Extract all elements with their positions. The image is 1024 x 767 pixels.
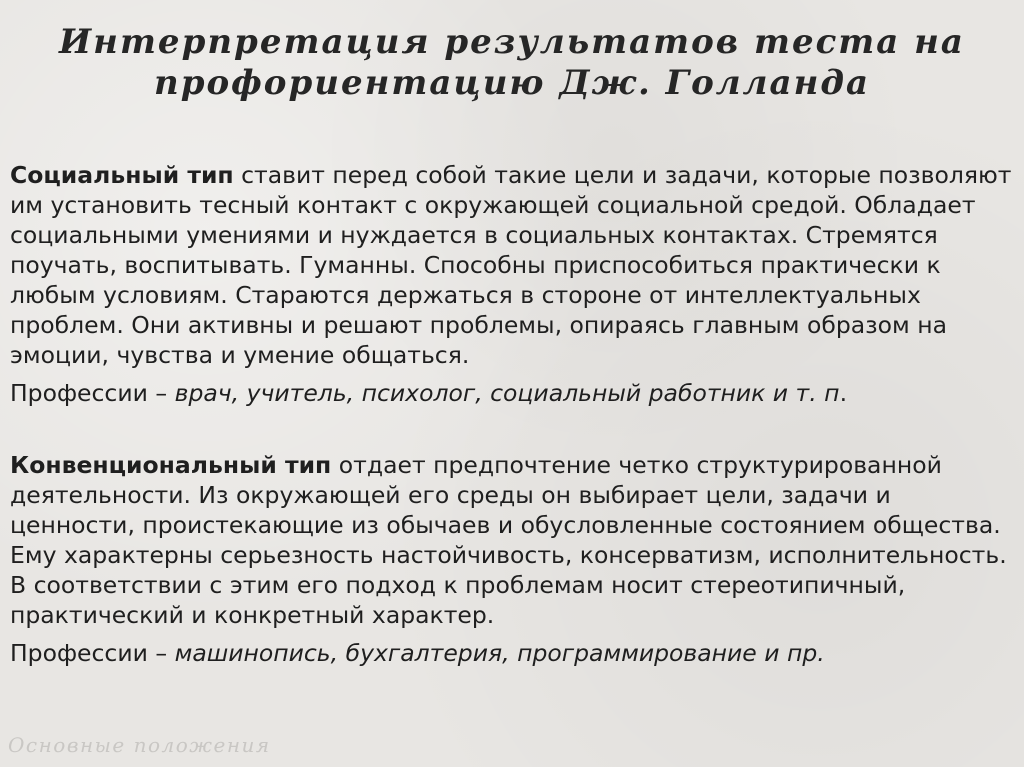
professions-list: врач, учитель, психолог, социальный работник и т. п (174, 379, 840, 407)
section-description (10, 450, 1014, 630)
professions-label: Профессии – (10, 379, 175, 407)
section-conventional-type (10, 450, 1014, 668)
professions-label: Профессии – (10, 639, 175, 667)
slide-title-line-2: профориентацию Дж. Голланда (153, 63, 871, 103)
section-description-text: отдает предпочтение четко структурированной деятельности. Из окружающей его среды он выбирает цели, задачи и ценности, проистекающие из обычаев и обусловленные состоянием общества. Ему характерны серьезность настойчивость, консерватизм, исполнительность. В соответствии с этим его подход к проблемам носит стереотипичный, практический и конкретный характер. (10, 451, 1007, 629)
slide-footer: Основные положения (8, 733, 271, 757)
section-professions (10, 638, 1014, 668)
section-term: Конвенциональный тип (10, 451, 332, 479)
slide-title-line-1: Интерпретация результатов теста на (59, 22, 965, 62)
section-description (10, 160, 1014, 370)
section-description-text: ставит перед собой такие цели и задачи, которые позволяют им установить тесный контакт с окружающей социальной средой. Обладает социальными умениями и нуждается в социальных контактах. Стремятся поучать, воспитывать. Гуманны. Способны приспособиться практически к любым условиям. Стараются держаться в стороне от интеллектуальных проблем. Они активны и решают проблемы, опираясь главным образом на эмоции, чувства и умение общаться. (10, 161, 1012, 369)
section-social-type (10, 160, 1014, 408)
professions-end: . (839, 379, 848, 407)
professions-list: машинопись, бухгалтерия, программирование и пр. (174, 639, 825, 667)
slide-title (40, 22, 984, 104)
section-term: Социальный тип (10, 161, 234, 189)
slide-content (10, 160, 1014, 668)
section-professions (10, 378, 1014, 408)
